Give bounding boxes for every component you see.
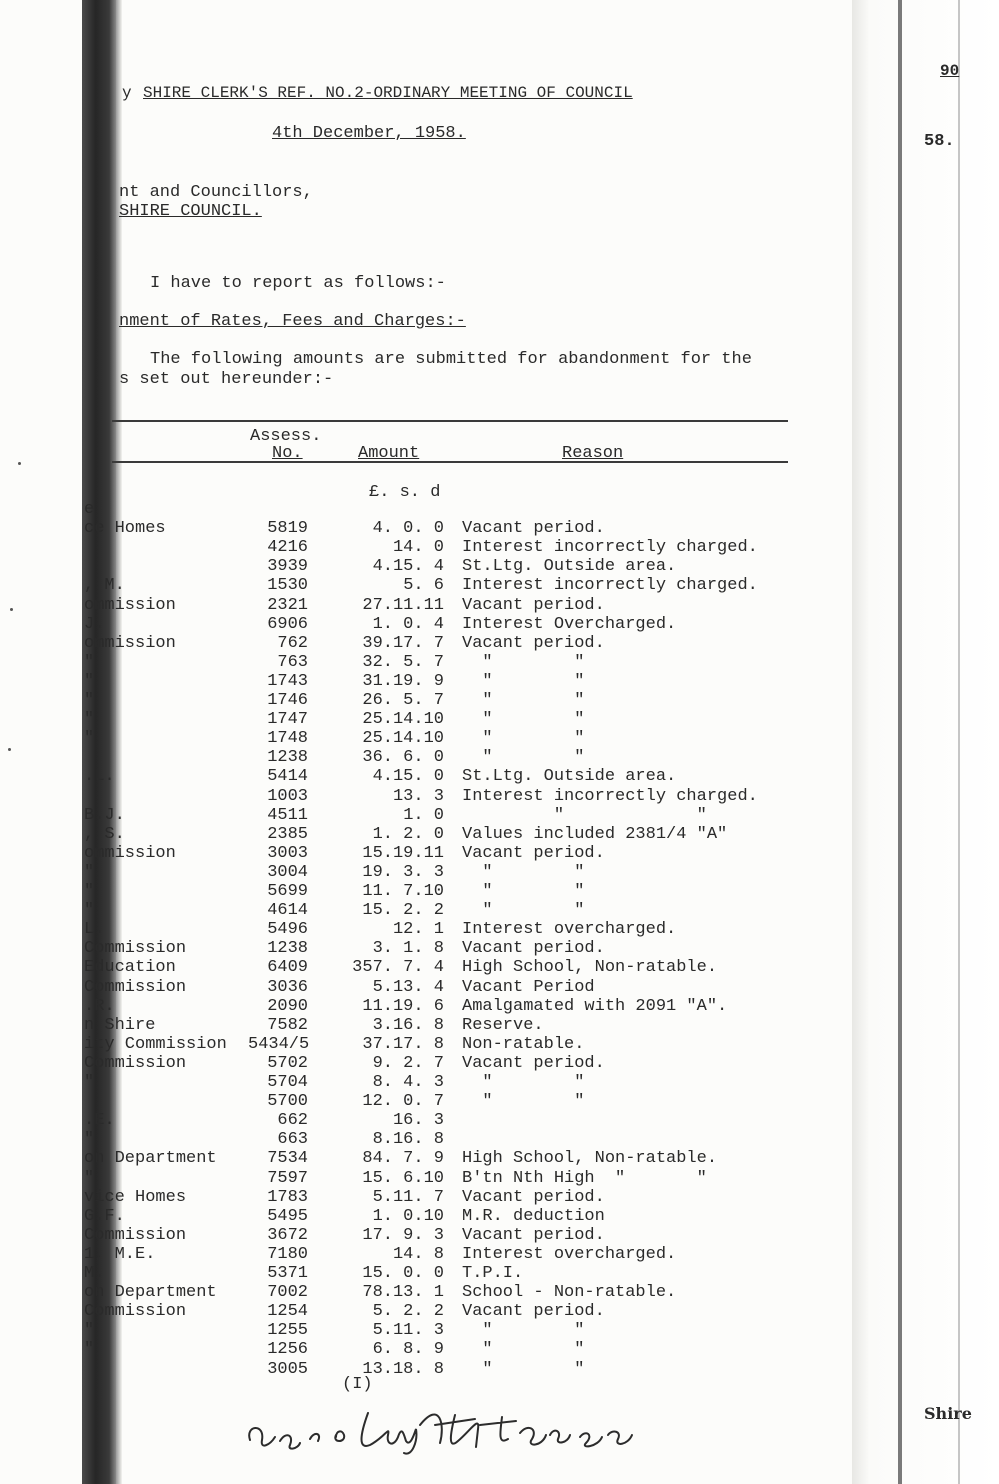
row-amount: 25.14.10 [362, 729, 444, 749]
row-amount: 27.11.11 [362, 595, 444, 615]
table-row [0, 519, 852, 538]
row-reason: " " [462, 652, 585, 672]
row-assess-no: 3036 [267, 977, 308, 997]
row-assess-no: 7534 [267, 1149, 308, 1169]
row-amount: 5. 6 [403, 576, 444, 596]
section-title: nment of Rates, Fees and Charges:- [119, 312, 466, 331]
row-name: Commission [84, 939, 187, 959]
row-name: .R. [84, 996, 115, 1016]
header-no: No. [272, 444, 303, 463]
table-row [0, 1321, 852, 1340]
adjacent-page-edge [898, 0, 902, 1484]
adjacent-page-edge-inner [958, 0, 960, 1484]
row-assess-no: 1530 [267, 576, 308, 596]
row-name: " [84, 652, 95, 672]
row-reason: Interest incorrectly charged. [462, 786, 758, 806]
row-reason: St.Ltg. Outside area. [462, 557, 677, 577]
table-row [0, 1169, 852, 1188]
table-row [0, 1092, 852, 1111]
row-assess-no: 1783 [267, 1187, 308, 1207]
table-row [0, 1283, 852, 1302]
row-name: " [84, 671, 95, 691]
row-name: Commission [84, 1053, 187, 1073]
row-reason: Interest overcharged. [462, 1244, 677, 1264]
row-assess-no: 7002 [267, 1283, 308, 1303]
table-row [0, 615, 852, 634]
header-assess: Assess. [250, 427, 322, 446]
row-amount: 26. 5. 7 [362, 691, 444, 710]
row-name: ommission [84, 595, 176, 615]
row-name: , S. [84, 824, 125, 844]
row-name: 1, M.E. [84, 1244, 156, 1264]
row-assess-no: 1238 [267, 939, 308, 959]
row-assess-no: 2385 [267, 824, 308, 844]
row-name: .E. [84, 1111, 115, 1131]
row-reason: St.Ltg. Outside area. [462, 767, 677, 787]
row-amount: 36. 6. 0 [362, 748, 444, 768]
meeting-date: 4th December, 1958. [272, 124, 466, 143]
row-amount: 12. 1 [392, 920, 444, 940]
row-amount: 9. 2. 7 [372, 1053, 444, 1073]
row-reason: Reserve. [462, 1015, 544, 1035]
header-reason: Reason [562, 444, 624, 463]
row-assess-no: 1256 [267, 1340, 308, 1360]
table-row [0, 557, 852, 576]
row-amount: 39.17. 7 [362, 633, 444, 653]
table-row [0, 1302, 852, 1321]
row-amount: 15. 2. 2 [362, 901, 444, 921]
row-amount: 5.13. 4 [372, 977, 444, 997]
intro-text: I have to report as follows:- [150, 274, 446, 293]
row-reason: " " [462, 691, 585, 710]
row-amount: 14. 8 [392, 1244, 444, 1264]
row-assess-no: 1743 [267, 671, 308, 691]
row-reason: Vacant period. [462, 939, 605, 959]
row-assess-no: 4216 [267, 538, 308, 558]
table-row [0, 672, 852, 691]
table-row [0, 691, 852, 710]
page-number: (I) [342, 1375, 373, 1394]
row-name: " [84, 862, 95, 882]
table-row [0, 1035, 852, 1054]
row-reason: Interest incorrectly charged. [462, 538, 758, 558]
row-name: " [84, 1321, 95, 1341]
row-name: ce Homes [84, 519, 166, 539]
row-reason: Vacant period. [462, 1187, 605, 1207]
row-assess-no: 4511 [267, 805, 308, 825]
row-assess-no: 3005 [267, 1359, 308, 1379]
row-name: n Shire [84, 1015, 156, 1035]
row-reason: " " [462, 1073, 585, 1092]
row-reason: " " [462, 1359, 585, 1379]
row-assess-no: 1255 [267, 1321, 308, 1341]
row-name: J. [84, 614, 105, 634]
row-reason: Vacant Period [462, 977, 595, 997]
adjacent-page [852, 0, 999, 1484]
row-assess-no: 1003 [267, 786, 308, 806]
row-amount: 1. 0. 4 [372, 614, 444, 634]
row-assess-no: 663 [277, 1130, 308, 1150]
row-amount: 4.15. 0 [372, 767, 444, 787]
row-assess-no: 1238 [267, 748, 308, 768]
row-reason: Amalgamated with 2091 "A". [462, 996, 728, 1016]
table-row [0, 825, 852, 844]
row-amount: 357. 7. 4 [352, 958, 444, 978]
row-amount: 25.14.10 [362, 710, 444, 730]
paragraph-line-2: s set out hereunder:- [119, 370, 334, 389]
table-row [0, 806, 852, 825]
row-reason: " " [462, 805, 707, 825]
row-name: " [84, 1168, 95, 1188]
table-row [0, 1130, 852, 1149]
table-row [0, 500, 852, 519]
address-line-1: nt and Councillors, [119, 183, 313, 202]
row-name: ommission [84, 633, 176, 653]
row-amount: 17. 9. 3 [362, 1225, 444, 1245]
table-row [0, 1073, 852, 1092]
table-row [0, 538, 852, 557]
row-assess-no: 5371 [267, 1264, 308, 1283]
row-reason: " " [462, 1092, 585, 1112]
row-reason: " " [462, 1321, 585, 1341]
table-row [0, 1360, 852, 1379]
paragraph-line-1: The following amounts are submitted for abandonment for the [150, 350, 752, 369]
row-name: " [84, 691, 95, 710]
row-name: B.J. [84, 805, 125, 825]
header-amount: Amount [358, 444, 420, 463]
row-assess-no: 6409 [267, 958, 308, 978]
row-name: " [84, 882, 95, 901]
currency-header: £. s. d [369, 483, 441, 502]
row-amount: 32. 5. 7 [362, 652, 444, 672]
row-assess-no: 5704 [267, 1073, 308, 1092]
address-line-2: SHIRE COUNCIL. [119, 202, 262, 221]
table-row [0, 920, 852, 939]
row-name: Commission [84, 1302, 187, 1322]
row-amount: 8.16. 8 [372, 1130, 444, 1150]
table-row [0, 901, 852, 920]
row-amount: 84. 7. 9 [362, 1149, 444, 1169]
table-row [0, 634, 852, 653]
row-assess-no: 7180 [267, 1244, 308, 1264]
row-name: " [84, 1130, 95, 1150]
row-reason: M.R. deduction [462, 1206, 605, 1226]
row-assess-no: 1747 [267, 710, 308, 730]
row-assess-no: 762 [277, 633, 308, 653]
row-amount: 13.18. 8 [362, 1359, 444, 1379]
row-name: " [84, 729, 95, 749]
row-name: Education [84, 958, 176, 978]
row-name: " [84, 710, 95, 730]
row-reason: Interest incorrectly charged. [462, 576, 758, 596]
row-name: G.F. [84, 1206, 125, 1226]
row-name: e [84, 500, 95, 519]
row-assess-no: 5496 [267, 920, 308, 940]
row-reason: Interest overcharged. [462, 920, 677, 940]
row-amount: 15. 0. 0 [362, 1264, 444, 1283]
row-assess-no: 5414 [267, 767, 308, 787]
row-amount: 5.11. 3 [372, 1321, 444, 1341]
heading-prefix: y [122, 84, 132, 102]
table-row [0, 882, 852, 901]
row-assess-no: 662 [277, 1111, 308, 1131]
row-amount: 11.19. 6 [362, 996, 444, 1016]
row-name: " [84, 1340, 95, 1360]
row-reason: " " [462, 748, 585, 768]
row-amount: 5. 2. 2 [372, 1302, 444, 1322]
row-amount: 16. 3 [392, 1111, 444, 1131]
table-row [0, 767, 852, 786]
table-row [0, 1226, 852, 1245]
table-row [0, 653, 852, 672]
table-row [0, 787, 852, 806]
table-row [0, 1188, 852, 1207]
row-name: " [84, 901, 95, 921]
handwritten-signature-icon [240, 1395, 690, 1465]
row-reason: " " [462, 729, 585, 749]
table-row [0, 1054, 852, 1073]
row-amount: 78.13. 1 [362, 1283, 444, 1303]
row-assess-no: 4614 [267, 901, 308, 921]
row-reason: Interest Overcharged. [462, 614, 677, 634]
row-name: ommission [84, 843, 176, 863]
row-amount: 3. 1. 8 [372, 939, 444, 959]
table-row [0, 1264, 852, 1283]
row-name: on Department [84, 1149, 217, 1169]
table-row [0, 1149, 852, 1168]
row-assess-no: 7597 [267, 1168, 308, 1188]
row-reason: Vacant period. [462, 1053, 605, 1073]
row-name: L. [84, 920, 105, 940]
row-name: Commission [84, 977, 187, 997]
row-name: vice Homes [84, 1187, 187, 1207]
table-row [0, 596, 852, 615]
row-amount: 31.19. 9 [362, 671, 444, 691]
row-assess-no: 7582 [267, 1015, 308, 1035]
row-amount: 4.15. 4 [372, 557, 444, 577]
row-name: " [84, 1073, 95, 1092]
page-ref: 90 [940, 62, 960, 80]
row-assess-no: 2321 [267, 595, 308, 615]
table-row [0, 863, 852, 882]
row-reason: High School, Non-ratable. [462, 958, 718, 978]
table-row [0, 978, 852, 997]
row-assess-no: 1746 [267, 691, 308, 710]
row-amount: 15. 6.10 [362, 1168, 444, 1188]
table-header-rule [112, 461, 788, 463]
row-amount: 8. 4. 3 [372, 1073, 444, 1092]
row-reason: " " [462, 671, 585, 691]
row-reason: Non-ratable. [462, 1034, 585, 1054]
row-reason: T.P.I. [462, 1264, 524, 1283]
row-reason: " " [462, 1340, 585, 1360]
row-assess-no: 5699 [267, 882, 308, 901]
row-reason: " " [462, 710, 585, 730]
table-row [0, 1245, 852, 1264]
row-name: ity Commission [84, 1034, 227, 1054]
row-assess-no: 2090 [267, 996, 308, 1016]
row-name: Commission [84, 1225, 187, 1245]
table-row [0, 997, 852, 1016]
table-row [0, 729, 852, 748]
row-reason: " " [462, 901, 585, 921]
table-row [0, 1340, 852, 1359]
table-top-rule [112, 420, 788, 422]
row-amount: 4. 0. 0 [372, 519, 444, 539]
row-reason: Vacant period. [462, 595, 605, 615]
row-amount: 1. 0 [403, 805, 444, 825]
row-assess-no: 1254 [267, 1302, 308, 1322]
row-name: , M. [84, 576, 125, 596]
row-amount: 11. 7.10 [362, 882, 444, 901]
row-assess-no: 5495 [267, 1206, 308, 1226]
row-assess-no: 5434/5 [248, 1034, 310, 1054]
row-name: .L. [84, 767, 115, 787]
row-name: M. [84, 1264, 105, 1283]
row-reason: School - Non-ratable. [462, 1283, 677, 1303]
row-amount: 1. 0.10 [372, 1206, 444, 1226]
row-amount: 6. 8. 9 [372, 1340, 444, 1360]
row-amount: 15.19.11 [362, 843, 444, 863]
row-reason: High School, Non-ratable. [462, 1149, 718, 1169]
table-row [0, 1016, 852, 1035]
row-assess-no: 3003 [267, 843, 308, 863]
table-row [0, 710, 852, 729]
row-reason: B'tn Nth High " " [462, 1168, 707, 1188]
row-assess-no: 5819 [267, 519, 308, 539]
row-amount: 1. 2. 0 [372, 824, 444, 844]
row-amount: 3.16. 8 [372, 1015, 444, 1035]
margin-mark [18, 462, 21, 465]
row-reason: Vacant period. [462, 519, 605, 539]
row-assess-no: 5700 [267, 1092, 308, 1112]
row-amount: 19. 3. 3 [362, 862, 444, 882]
row-amount: 12. 0. 7 [362, 1092, 444, 1112]
row-reason: Vacant period. [462, 633, 605, 653]
table-row [0, 576, 852, 595]
row-assess-no: 763 [277, 652, 308, 672]
table-row [0, 844, 852, 863]
table-row [0, 1207, 852, 1226]
row-reason: Values included 2381/4 "A" [462, 824, 728, 844]
row-reason: Vacant period. [462, 1225, 605, 1245]
row-amount: 37.17. 8 [362, 1034, 444, 1054]
row-assess-no: 3672 [267, 1225, 308, 1245]
row-name: on Department [84, 1283, 217, 1303]
row-amount: 14. 0 [392, 538, 444, 558]
right-page-number: 58. [924, 132, 955, 151]
row-reason: Vacant period. [462, 843, 605, 863]
row-reason: " " [462, 862, 585, 882]
table-row [0, 958, 852, 977]
row-assess-no: 3939 [267, 557, 308, 577]
page-heading: SHIRE CLERK'S REF. NO.2-ORDINARY MEETING OF COUNCIL [143, 84, 633, 102]
row-reason: Vacant period. [462, 1302, 605, 1322]
table-row [0, 1111, 852, 1130]
row-assess-no: 5702 [267, 1053, 308, 1073]
right-page-footer: Shire [924, 1404, 972, 1423]
row-assess-no: 3004 [267, 862, 308, 882]
row-reason: " " [462, 882, 585, 901]
table-row [0, 939, 852, 958]
table-row [0, 748, 852, 767]
row-amount: 13. 3 [392, 786, 444, 806]
row-amount: 5.11. 7 [372, 1187, 444, 1207]
row-assess-no: 1748 [267, 729, 308, 749]
row-assess-no: 6906 [267, 614, 308, 634]
